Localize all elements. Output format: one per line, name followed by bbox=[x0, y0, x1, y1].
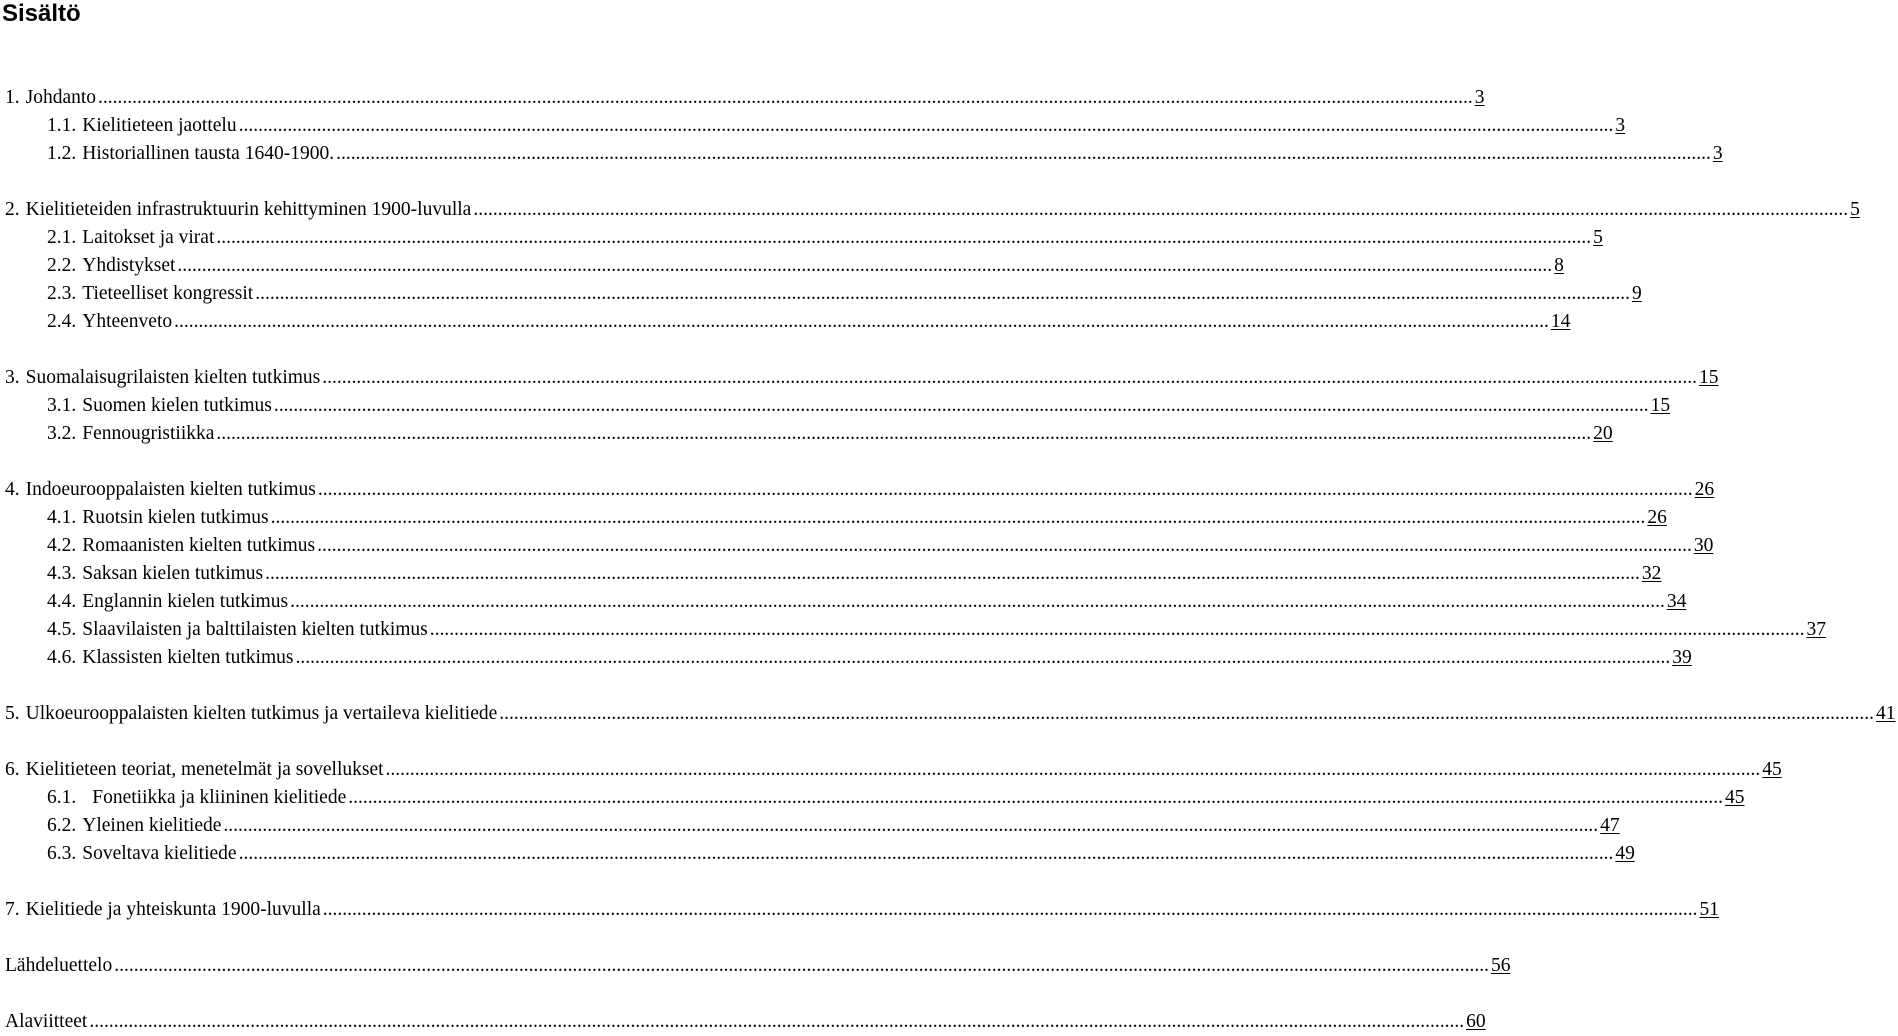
toc-entry-2-3 bbox=[0, 282, 1642, 306]
toc-entry-number: 1.2. bbox=[47, 143, 77, 164]
toc-entry-5 bbox=[0, 702, 1896, 726]
toc-entry-number: 3.2. bbox=[47, 423, 77, 444]
toc-entry-label: Kielitieteen teoriat, menetelmät ja sovellukset bbox=[25, 759, 384, 780]
toc-entry-4-3 bbox=[0, 562, 1662, 586]
toc-leader-dots bbox=[295, 646, 1670, 670]
toc-entry-number: 6. bbox=[5, 759, 20, 780]
toc-page-link[interactable]: 47 bbox=[1600, 815, 1620, 836]
toc-page-link[interactable]: 39 bbox=[1672, 647, 1692, 668]
toc-entry-number: 1.1. bbox=[47, 115, 77, 136]
toc-entry-label: Tieteelliset kongressit bbox=[82, 283, 254, 304]
toc-entry-label: Saksan kielen tutkimus bbox=[82, 563, 264, 584]
toc-entry-label: Kielitieteiden infrastruktuurin kehittyminen 1900-luvulla bbox=[25, 199, 472, 220]
toc-page-link[interactable]: 8 bbox=[1554, 255, 1564, 276]
toc-entry-number: 2.3. bbox=[47, 283, 77, 304]
toc-leader-dots bbox=[216, 422, 1591, 446]
toc-leader-dots bbox=[174, 310, 1549, 334]
toc-entry-number: 4.1. bbox=[47, 507, 77, 528]
toc-entry-label: Yleinen kielitiede bbox=[82, 815, 222, 836]
toc-page-link[interactable]: 26 bbox=[1647, 507, 1667, 528]
toc-leader-dots bbox=[336, 142, 1711, 166]
toc-page-link[interactable]: 5 bbox=[1850, 199, 1860, 220]
toc-entry-label: Indoeurooppalaisten kielten tutkimus bbox=[25, 479, 316, 500]
toc-entry-label: Lähdeluettelo bbox=[5, 955, 113, 976]
toc-leader-dots bbox=[223, 814, 1598, 838]
toc-entry-4-5 bbox=[0, 618, 1827, 642]
toc-leader-dots bbox=[114, 954, 1489, 978]
toc-entry-footnotes bbox=[0, 1010, 1486, 1034]
toc-page-link[interactable]: 56 bbox=[1490, 955, 1511, 976]
toc-page-link[interactable]: 15 bbox=[1699, 367, 1719, 388]
toc-entry-4-6 bbox=[0, 646, 1692, 670]
toc-entry-references bbox=[0, 954, 1511, 978]
toc-leader-dots bbox=[322, 366, 1697, 390]
toc-page-link[interactable]: 51 bbox=[1699, 899, 1720, 920]
toc-entry-label: Kielitieteen jaottelu bbox=[82, 115, 237, 136]
toc-page-link[interactable]: 26 bbox=[1694, 479, 1715, 500]
toc-leader-dots bbox=[239, 114, 1614, 138]
toc-entry-2-4 bbox=[0, 310, 1571, 334]
toc-entry-4-1 bbox=[0, 506, 1667, 530]
toc-entry-2-1 bbox=[0, 226, 1603, 250]
toc-entry-label: Fonetiikka ja kliininen kielitiede bbox=[92, 787, 347, 808]
toc-entry-7 bbox=[0, 898, 1720, 922]
toc-entry-label: Ruotsin kielen tutkimus bbox=[82, 507, 269, 528]
toc-entry-2 bbox=[0, 198, 1860, 222]
toc-entry-2-2 bbox=[0, 254, 1564, 278]
toc-leader-dots bbox=[317, 534, 1692, 558]
toc-page-link[interactable]: 20 bbox=[1593, 423, 1613, 444]
toc-entry-label: Johdanto bbox=[25, 87, 97, 108]
toc-entry-6-3 bbox=[0, 842, 1635, 866]
toc-entry-label: Englannin kielen tutkimus bbox=[82, 591, 289, 612]
toc-entry-label: Suomalaisugrilaisten kielten tutkimus bbox=[25, 367, 321, 388]
toc-entry-4-2 bbox=[0, 534, 1714, 558]
toc-entry-3-1 bbox=[0, 394, 1671, 418]
toc-entry-label: Ulkoeurooppalaisten kielten tutkimus ja vertaileva kielitiede bbox=[25, 703, 498, 724]
page-title: Sisältö bbox=[2, 0, 81, 27]
toc-entry-1-2 bbox=[0, 142, 1723, 166]
toc-leader-dots bbox=[265, 562, 1640, 586]
toc-entry-number: 4.2. bbox=[47, 535, 77, 556]
toc-entry-3-2 bbox=[0, 422, 1613, 446]
toc-page-link[interactable]: 45 bbox=[1762, 759, 1782, 780]
toc-entry-label: Soveltava kielitiede bbox=[82, 843, 237, 864]
toc-leader-dots bbox=[89, 1010, 1464, 1034]
toc-entry-number: 6.2. bbox=[47, 815, 77, 836]
toc-entry-label: Kielitiede ja yhteiskunta 1900-luvulla bbox=[25, 899, 321, 920]
toc-leader-dots bbox=[177, 254, 1552, 278]
toc-entry-number: 3. bbox=[5, 367, 20, 388]
toc-leader-dots bbox=[255, 282, 1630, 306]
toc-entry-label: Historiallinen tausta 1640-1900. bbox=[82, 143, 335, 164]
toc-entry-number: 4.5. bbox=[47, 619, 77, 640]
toc-entry-label: Slaavilaisten ja balttilaisten kielten tutkimus bbox=[82, 619, 428, 640]
toc-page-link[interactable]: 30 bbox=[1693, 535, 1714, 556]
toc-entry-4-4 bbox=[0, 590, 1687, 614]
toc-leader-dots bbox=[239, 842, 1614, 866]
toc-page-link[interactable]: 34 bbox=[1666, 591, 1687, 612]
toc-leader-dots bbox=[386, 758, 1761, 782]
toc-entry-number: 7. bbox=[5, 899, 20, 920]
toc-entry-4 bbox=[0, 478, 1715, 502]
toc-entry-number: 4.6. bbox=[47, 647, 77, 668]
toc-entry-number: 2.1. bbox=[47, 227, 77, 248]
toc-entry-1 bbox=[0, 86, 1485, 110]
toc-leader-dots bbox=[274, 394, 1649, 418]
toc-entry-label: Yhdistykset bbox=[82, 255, 176, 276]
toc-entry-label: Alaviitteet bbox=[5, 1011, 88, 1032]
toc-page-link[interactable]: 5 bbox=[1593, 227, 1603, 248]
toc-leader-dots bbox=[318, 478, 1693, 502]
toc-entry-number: 4. bbox=[5, 479, 20, 500]
toc-page-link[interactable]: 15 bbox=[1650, 395, 1671, 416]
toc-leader-dots bbox=[98, 86, 1473, 110]
toc-entry-number: 2. bbox=[5, 199, 20, 220]
toc-entry-number: 5. bbox=[5, 703, 20, 724]
toc-entry-number: 2.2. bbox=[47, 255, 77, 276]
toc-entry-1-1 bbox=[0, 114, 1626, 138]
toc-entry-6-1 bbox=[0, 786, 1745, 810]
toc-entry-number: 1. bbox=[5, 87, 20, 108]
toc-page-link[interactable]: 49 bbox=[1615, 843, 1635, 864]
toc-page-link[interactable]: 41 bbox=[1876, 703, 1896, 724]
toc-page-link[interactable]: 14 bbox=[1550, 311, 1571, 332]
toc-entry-label: Romaanisten kielten tutkimus bbox=[82, 535, 316, 556]
toc-page-link[interactable]: 3 bbox=[1474, 87, 1485, 108]
toc-leader-dots bbox=[216, 226, 1591, 250]
toc-entry-6-2 bbox=[0, 814, 1620, 838]
toc-entry-6 bbox=[0, 758, 1782, 782]
toc-leader-dots bbox=[430, 618, 1805, 642]
toc-entry-number: 2.4. bbox=[47, 311, 77, 332]
toc-entry-label: Fennougristiikka bbox=[82, 423, 215, 444]
toc-page-link[interactable]: 45 bbox=[1725, 787, 1745, 808]
toc-leader-dots bbox=[499, 702, 1874, 726]
toc-entry-number: 6.1. bbox=[47, 787, 77, 808]
toc-page-link[interactable]: 60 bbox=[1466, 1011, 1486, 1032]
toc-leader-dots bbox=[473, 198, 1848, 222]
toc-entry-number: 4.3. bbox=[47, 563, 77, 584]
toc-entry-number: 6.3. bbox=[47, 843, 77, 864]
toc-leader-dots bbox=[290, 590, 1665, 614]
toc-page-link[interactable]: 3 bbox=[1712, 143, 1723, 164]
toc-entry-number: 3.1. bbox=[47, 395, 77, 416]
toc-entry-label: Suomen kielen tutkimus bbox=[82, 395, 272, 416]
toc-page-link[interactable]: 37 bbox=[1806, 619, 1827, 640]
toc-entry-label: Klassisten kielten tutkimus bbox=[82, 647, 294, 668]
toc-leader-dots bbox=[271, 506, 1646, 530]
toc-leader-dots bbox=[323, 898, 1698, 922]
toc-entry-label: Yhteenveto bbox=[82, 311, 173, 332]
toc-page-link[interactable]: 3 bbox=[1615, 115, 1626, 136]
toc-page-link[interactable]: 32 bbox=[1641, 563, 1662, 584]
toc-leader-dots bbox=[348, 786, 1723, 810]
toc-entry-3 bbox=[0, 366, 1719, 390]
toc-entry-number: 4.4. bbox=[47, 591, 77, 612]
toc-entry-label: Laitokset ja virat bbox=[82, 227, 215, 248]
toc-page-link[interactable]: 9 bbox=[1631, 283, 1642, 304]
